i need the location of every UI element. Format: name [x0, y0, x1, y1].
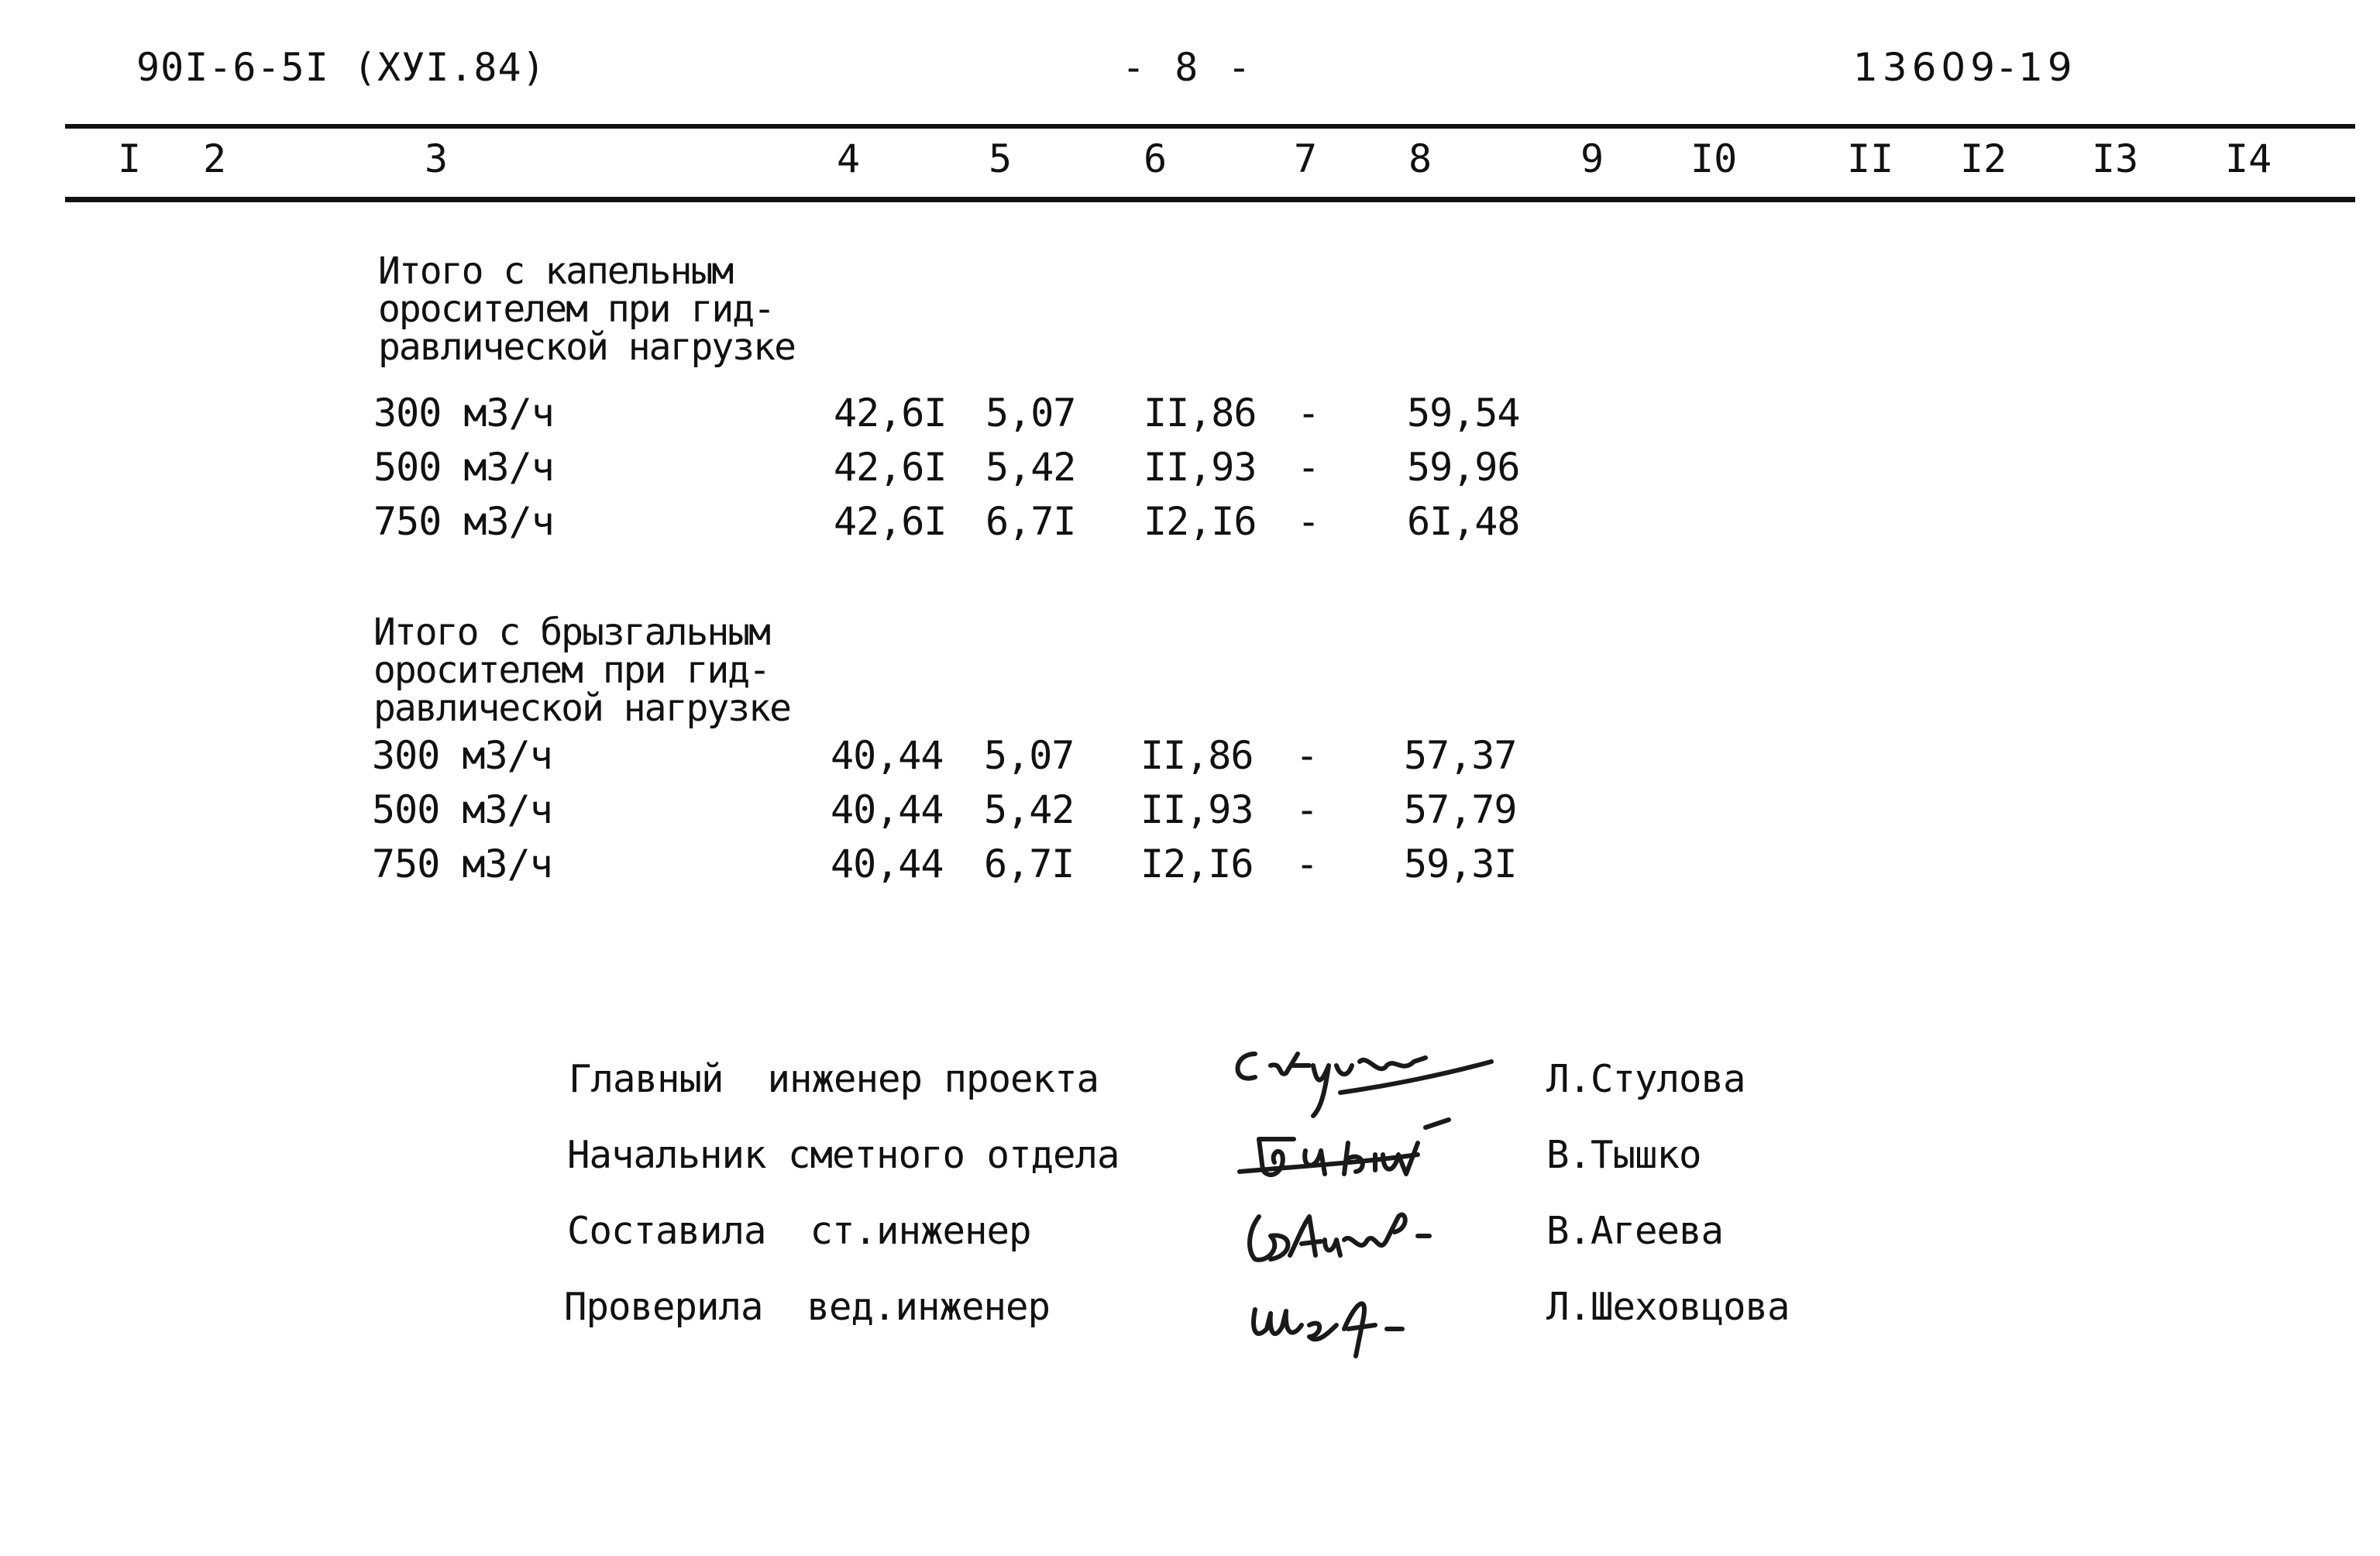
load-cell: 500 м3/ч	[373, 445, 554, 490]
section-title-line: оросителем при гид-	[373, 649, 770, 692]
section-title-line: Итого с капельным	[378, 250, 733, 293]
col5-cell: 5,42	[985, 445, 1076, 490]
col8-cell: 59,96	[1407, 445, 1520, 490]
signer-name: Л.Стулова	[1546, 1057, 1745, 1101]
document-number: 13609-19	[1853, 45, 2077, 90]
col5-cell: 5,07	[985, 391, 1076, 435]
col8-cell: 57,37	[1404, 733, 1517, 778]
col5-cell: 6,7I	[985, 499, 1076, 544]
table-row	[0, 391, 2380, 445]
signature-row	[0, 1133, 2380, 1203]
column-number: I4	[2225, 136, 2272, 181]
col6-cell: II,86	[1144, 391, 1257, 435]
col7-cell: -	[1297, 499, 1320, 544]
load-cell: 500 м3/ч	[372, 787, 552, 832]
col7-cell: -	[1295, 842, 1319, 886]
col8-cell: 59,3I	[1404, 842, 1517, 886]
column-number: 5	[989, 136, 1013, 181]
signer-name: В.Тышко	[1546, 1133, 1701, 1177]
col6-cell: II,93	[1140, 787, 1254, 832]
signature-shekhovtsova	[1232, 1271, 1464, 1364]
col7-cell: -	[1295, 733, 1319, 778]
col4-cell: 40,44	[831, 842, 944, 886]
col4-cell: 40,44	[831, 787, 944, 832]
column-number: 8	[1408, 136, 1432, 181]
table-row	[0, 733, 2380, 787]
section-title-line: Итого с брызгальным	[373, 611, 770, 654]
section-title-line: равлической нагрузке	[373, 687, 790, 730]
table-row	[0, 499, 2380, 553]
column-number: I2	[1960, 136, 2007, 181]
column-number: 2	[203, 136, 227, 181]
load-cell: 750 м3/ч	[373, 499, 554, 544]
col5-cell: 5,42	[984, 787, 1075, 832]
signature-row	[0, 1285, 2380, 1355]
col8-cell: 59,54	[1407, 391, 1520, 435]
column-number: I3	[2092, 136, 2139, 181]
section-title-line: оросителем при гид-	[378, 287, 775, 331]
col6-cell: I2,I6	[1140, 842, 1254, 886]
col4-cell: 42,6I	[834, 499, 947, 544]
signature-tyshko	[1224, 1108, 1503, 1193]
column-number: 9	[1580, 136, 1604, 181]
document-code: 90I-6-5I (XУI.84)	[136, 45, 546, 90]
table-row	[0, 445, 2380, 499]
column-number: 4	[837, 136, 861, 181]
column-number: 6	[1144, 136, 1168, 181]
signature-row	[0, 1209, 2380, 1279]
table-row	[0, 842, 2380, 896]
col6-cell: I2,I6	[1144, 499, 1257, 544]
load-cell: 750 м3/ч	[372, 842, 552, 886]
signer-position: Начальник сметного отдела	[567, 1133, 1119, 1177]
col7-cell: -	[1297, 391, 1320, 435]
signer-position: Главный инженер проекта	[569, 1057, 1099, 1101]
column-number: 3	[425, 136, 449, 181]
col5-cell: 5,07	[984, 733, 1075, 778]
signer-name: Л.Шеховцова	[1546, 1285, 1790, 1329]
column-number: I	[118, 136, 142, 181]
column-number: 7	[1294, 136, 1318, 181]
col6-cell: II,86	[1140, 733, 1254, 778]
section-title	[378, 250, 795, 369]
col4-cell: 40,44	[831, 733, 944, 778]
load-cell: 300 м3/ч	[373, 391, 554, 435]
header-bottom-rule	[65, 197, 2355, 202]
table-row	[0, 787, 2380, 842]
page-number: - 8 -	[1122, 45, 1252, 90]
signature-ageeva	[1224, 1186, 1472, 1271]
col4-cell: 42,6I	[834, 445, 947, 490]
col5-cell: 6,7I	[984, 842, 1075, 886]
section-title	[373, 611, 790, 730]
col7-cell: -	[1295, 787, 1319, 832]
col8-cell: 57,79	[1404, 787, 1517, 832]
col6-cell: II,93	[1144, 445, 1257, 490]
signer-position: Проверила вед.инженер	[564, 1285, 1051, 1329]
col4-cell: 42,6I	[834, 391, 947, 435]
column-number: I0	[1690, 136, 1738, 181]
signer-position: Составила ст.инженер	[567, 1209, 1031, 1253]
col7-cell: -	[1297, 445, 1320, 490]
header-top-rule	[65, 124, 2355, 129]
section-title-line: равлической нагрузке	[378, 325, 795, 369]
column-number: II	[1847, 136, 1894, 181]
signer-name: В.Агеева	[1546, 1209, 1724, 1253]
col8-cell: 6I,48	[1407, 499, 1520, 544]
load-cell: 300 м3/ч	[372, 733, 552, 778]
signature-row	[0, 1057, 2380, 1127]
